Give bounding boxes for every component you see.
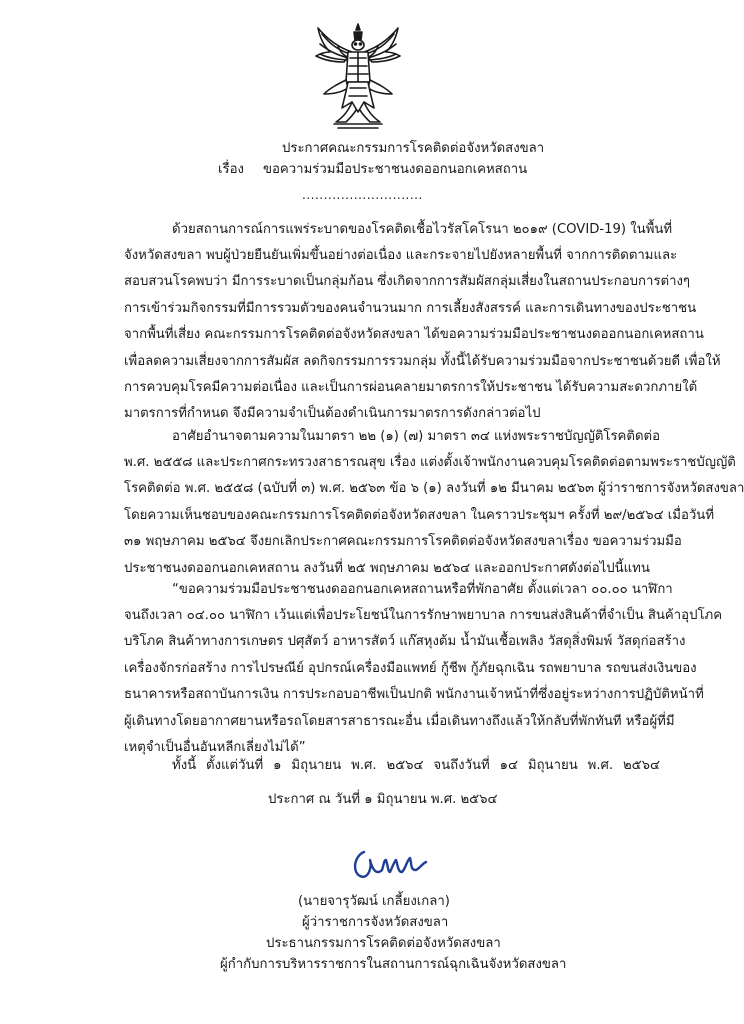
signer-title-director: ผู้กำกับการบริหารราชการในสถานการณ์ฉุกเฉินจังหวัดสงขลา bbox=[220, 957, 567, 972]
paragraph-line: สอบสวนโรคพบว่า มีการระบาดเป็นกลุ่มก้อน ซึ่งเกิดจากการสัมผัสกลุ่มเสี่ยงในสถานประกอบการต่างๆ bbox=[124, 274, 691, 290]
paragraph-line: จังหวัดสงขลา พบผู้ป่วยยืนยันเพิ่มขึ้นอย่างต่อเนื่อง และกระจายไปยังหลายพื้นที่ จากการติดตามและ bbox=[124, 248, 678, 263]
paragraph-line: มาตรการที่กำหนด จึงมีความจำเป็นต้องดำเนินการมาตรการดังกล่าวต่อไป bbox=[124, 406, 541, 422]
paragraph-line: ผู้เดินทางโดยอากาศยานหรือรถโดยสารสาธารณะอื่น เมื่อเดินทางถึงแล้วให้กลับที่พักทันที หรือผู้ที่มี bbox=[124, 713, 675, 729]
paragraph-line: โดยความเห็นชอบของคณะกรรมการโรคติดต่อจังหวัดสงขลา ในคราวประชุมฯ ครั้งที่ ๒๙/๒๕๖๔ เมื่อวันที่ bbox=[124, 507, 715, 523]
header-divider: ............................ bbox=[302, 188, 423, 202]
paragraph-line: เพื่อลดความเสี่ยงจากการสัมผัส ลดกิจกรรมการรวมกลุ่ม ทั้งนี้ได้รับความร่วมมือจากประชาชนด้วยดี เพื่อให้ bbox=[124, 353, 721, 369]
announcement-issuer: ประกาศคณะกรรมการโรคติดต่อจังหวัดสงขลา bbox=[282, 141, 545, 156]
paragraph-line: การเข้าร่วมกิจกรรมที่มีการรวมตัวของคนจำนวนมาก การเลี้ยงสังสรรค์ และการเดินทางของประชาชน bbox=[124, 300, 697, 316]
paragraph-line: “ขอความร่วมมือประชาชนงดออกนอกเคหสถานหรือที่พักอาศัย ตั้งแต่เวลา ๐๐.๐๐ นาฬิกา bbox=[172, 582, 673, 597]
paragraph-2 bbox=[124, 424, 660, 450]
effective-period: ทั้งนี้ ตั้งแต่วันที่ ๑ มิถุนายน พ.ศ. ๒๕๖๔ จนถึงวันที่ ๑๔ มิถุนายน พ.ศ. ๒๕๖๔ bbox=[172, 758, 660, 773]
paragraph-line: ประชาชนงดออกนอกเคหสถาน ลงวันที่ ๒๕ พฤษภาคม ๒๕๖๔ และออกประกาศดังต่อไปนี้แทน bbox=[124, 560, 650, 576]
paragraph-line: จากพื้นที่เสี่ยง คณะกรรมการโรคติดต่อจังหวัดสงขลา ได้ขอความร่วมมือประชาชนงดออกนอกเคหสถาน bbox=[124, 327, 704, 343]
paragraph-line: ธนาคารหรือสถาบันการเงิน การประกอบอาชีพเป็นปกติ พนักงานเจ้าหน้าที่ซึ่งอยู่ระหว่างการปฏิบัติหน้าที่ bbox=[124, 687, 704, 703]
paragraph-line: ด้วยสถานการณ์การแพร่ระบาดของโรคติดเชื้อไวรัสโคโรนา ๒๐๑๙ (COVID-19) ในพื้นที่ bbox=[172, 222, 673, 237]
paragraph-line: ๓๑ พฤษภาคม ๒๕๖๔ จึงยกเลิกประกาศคณะกรรมการโรคติดต่อจังหวัดสงขลาเรื่อง ขอความร่วมมือ bbox=[124, 534, 682, 550]
paragraph-3 bbox=[124, 577, 673, 603]
paragraph-line: พ.ศ. ๒๕๕๘ และประกาศกระทรวงสาธารณสุข เรื่อง แต่งตั้งเจ้าพนักงานควบคุมโรคติดต่อตามพระราชบัญญัติ bbox=[124, 455, 736, 470]
paragraph-line: เครื่องจักรก่อสร้าง การไปรษณีย์ อุปกรณ์เครื่องมือแพทย์ กู้ชีพ กู้ภัยฉุกเฉิน รถพยาบาล รถขนส่งเงินของ bbox=[124, 660, 697, 676]
paragraph-line: จนถึงเวลา ๐๔.๐๐ นาฬิกา เว้นแต่เพื่อประโยชน์ในการรักษาพยาบาล การขนส่งสินค้าที่จำเป็น สินค้าอุปโภค bbox=[124, 608, 723, 623]
paragraph-line: อาศัยอำนาจตามความในมาตรา ๒๒ (๑) (๗) มาตรา ๓๔ แห่งพระราชบัญญัติโรคติดต่อ bbox=[172, 429, 660, 444]
paragraph-2-body bbox=[124, 450, 744, 582]
paragraph-line: บริโภค สินค้าทางการเกษตร ปศุสัตว์ อาหารสัตว์ แก๊สหุงต้ม น้ำมันเชื้อเพลิง วัสดุสิ่งพิมพ์ วัสดุก่อสร้าง bbox=[124, 634, 686, 650]
paragraph-3-body bbox=[124, 603, 723, 761]
paragraph-line: เหตุจำเป็นอื่นอันหลีกเลี่ยงไม่ได้” bbox=[124, 740, 306, 756]
subject-label: เรื่อง bbox=[218, 162, 244, 177]
paragraph-1-body bbox=[124, 243, 721, 428]
signer-title-chairman: ประธานกรรมการโรคติดต่อจังหวัดสงขลา bbox=[266, 936, 501, 951]
handwritten-signature-icon bbox=[350, 846, 432, 884]
announcement-subject: ขอความร่วมมือประชาชนงดออกนอกเคหสถาน bbox=[263, 162, 528, 177]
announce-date: ประกาศ ณ วันที่ ๑ มิถุนายน พ.ศ. ๒๕๖๔ bbox=[268, 792, 498, 807]
garuda-emblem-icon bbox=[312, 22, 404, 130]
paragraph-line: การควบคุมโรคมีความต่อเนื่อง และเป็นการผ่อนคลายมาตรการให้ประชาชน ได้รับความสะดวกภายใต้ bbox=[124, 380, 698, 396]
signer-title-governor: ผู้ว่าราชการจังหวัดสงขลา bbox=[302, 915, 449, 930]
signer-name: (นายจารุวัฒน์ เกลี้ยงเกลา) bbox=[298, 894, 450, 909]
paragraph-1 bbox=[124, 217, 673, 243]
paragraph-line: โรคติดต่อ พ.ศ. ๒๕๕๘ (ฉบับที่ ๓) พ.ศ. ๒๕๖๓ ข้อ ๖ (๑) ลงวันที่ ๑๒ มีนาคม ๒๕๖๓ ผู้ว่าราชการจังหวัดสงขลา bbox=[124, 481, 744, 497]
